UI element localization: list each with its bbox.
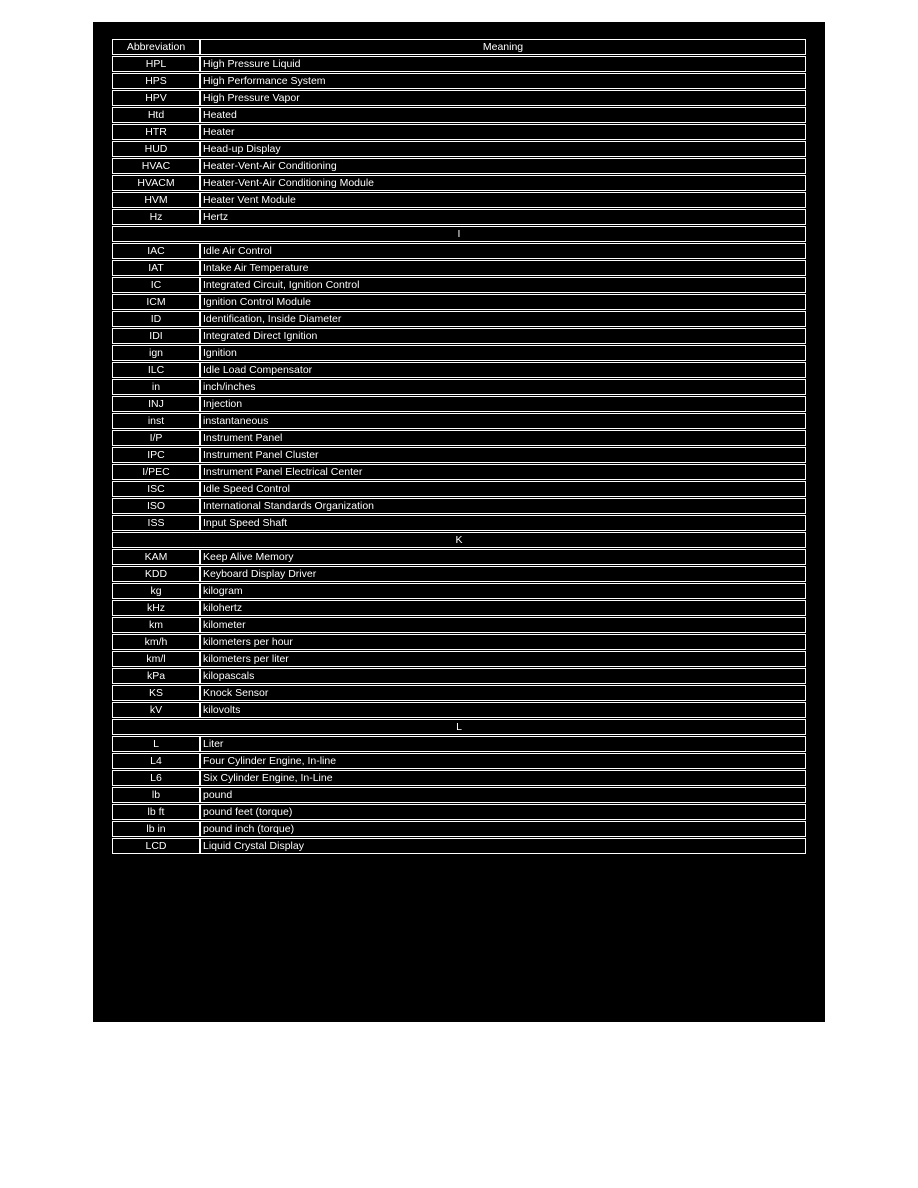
cell-abbreviation: HPS <box>112 73 200 89</box>
cell-meaning: High Pressure Vapor <box>200 90 806 106</box>
table-row <box>112 294 806 310</box>
table-row <box>112 651 806 667</box>
cell-abbreviation: kg <box>112 583 200 599</box>
table-row <box>112 566 806 582</box>
table-row <box>112 345 806 361</box>
cell-abbreviation: L4 <box>112 753 200 769</box>
cell-meaning: High Pressure Liquid <box>200 56 806 72</box>
cell-abbreviation: lb ft <box>112 804 200 820</box>
cell-meaning: kilovolts <box>200 702 806 718</box>
table-row <box>112 175 806 191</box>
table-row <box>112 158 806 174</box>
table-row <box>112 600 806 616</box>
cell-meaning: Heater Vent Module <box>200 192 806 208</box>
cell-meaning: pound <box>200 787 806 803</box>
table-row <box>112 141 806 157</box>
cell-abbreviation: KDD <box>112 566 200 582</box>
abbreviation-table-sheet <box>93 22 825 1022</box>
cell-abbreviation: IPC <box>112 447 200 463</box>
table-row <box>112 668 806 684</box>
table-row <box>112 192 806 208</box>
cell-meaning: Hertz <box>200 209 806 225</box>
cell-meaning: instantaneous <box>200 413 806 429</box>
section-letter: K <box>112 532 806 548</box>
cell-abbreviation: lb <box>112 787 200 803</box>
table-row <box>112 90 806 106</box>
cell-abbreviation: HPL <box>112 56 200 72</box>
cell-abbreviation: I/P <box>112 430 200 446</box>
cell-meaning: Idle Load Compensator <box>200 362 806 378</box>
table-row <box>112 447 806 463</box>
cell-abbreviation: HVACM <box>112 175 200 191</box>
cell-abbreviation: L <box>112 736 200 752</box>
cell-abbreviation: ISC <box>112 481 200 497</box>
cell-meaning: Heater-Vent-Air Conditioning <box>200 158 806 174</box>
cell-meaning: inch/inches <box>200 379 806 395</box>
cell-abbreviation: km <box>112 617 200 633</box>
column-header-meaning: Meaning <box>200 39 806 55</box>
table-row <box>112 498 806 514</box>
cell-abbreviation: kV <box>112 702 200 718</box>
cell-meaning: kilohertz <box>200 600 806 616</box>
cell-abbreviation: HVM <box>112 192 200 208</box>
cell-abbreviation: IC <box>112 277 200 293</box>
cell-abbreviation: IAT <box>112 260 200 276</box>
cell-meaning: Four Cylinder Engine, In-line <box>200 753 806 769</box>
cell-meaning: kilometers per liter <box>200 651 806 667</box>
column-header-abbreviation: Abbreviation <box>112 39 200 55</box>
table-row <box>112 481 806 497</box>
table-row <box>112 362 806 378</box>
cell-meaning: kilometers per hour <box>200 634 806 650</box>
table-row <box>112 583 806 599</box>
cell-meaning: pound inch (torque) <box>200 821 806 837</box>
table-row <box>112 379 806 395</box>
table-section-row <box>112 719 806 735</box>
table-row <box>112 515 806 531</box>
cell-meaning: Instrument Panel <box>200 430 806 446</box>
cell-meaning: Knock Sensor <box>200 685 806 701</box>
cell-abbreviation: KAM <box>112 549 200 565</box>
cell-abbreviation: Hz <box>112 209 200 225</box>
table-row <box>112 617 806 633</box>
cell-abbreviation: ISS <box>112 515 200 531</box>
table-row <box>112 107 806 123</box>
cell-abbreviation: HVAC <box>112 158 200 174</box>
cell-abbreviation: km/h <box>112 634 200 650</box>
table-row <box>112 702 806 718</box>
table-row <box>112 56 806 72</box>
table-row <box>112 430 806 446</box>
table-row <box>112 787 806 803</box>
cell-abbreviation: INJ <box>112 396 200 412</box>
cell-abbreviation: L6 <box>112 770 200 786</box>
abbreviation-table <box>112 38 806 855</box>
table-row <box>112 770 806 786</box>
cell-abbreviation: kPa <box>112 668 200 684</box>
cell-abbreviation: lb in <box>112 821 200 837</box>
table-row <box>112 736 806 752</box>
table-section-row <box>112 532 806 548</box>
cell-abbreviation: ILC <box>112 362 200 378</box>
table-row <box>112 243 806 259</box>
table-row <box>112 209 806 225</box>
table-header <box>112 39 806 55</box>
cell-meaning: Six Cylinder Engine, In-Line <box>200 770 806 786</box>
table-row <box>112 328 806 344</box>
cell-meaning: kilopascals <box>200 668 806 684</box>
cell-meaning: Integrated Circuit, Ignition Control <box>200 277 806 293</box>
cell-abbreviation: IAC <box>112 243 200 259</box>
cell-abbreviation: Htd <box>112 107 200 123</box>
cell-meaning: Heater-Vent-Air Conditioning Module <box>200 175 806 191</box>
cell-abbreviation: KS <box>112 685 200 701</box>
cell-abbreviation: ICM <box>112 294 200 310</box>
table-row <box>112 124 806 140</box>
cell-meaning: Keep Alive Memory <box>200 549 806 565</box>
cell-meaning: Idle Speed Control <box>200 481 806 497</box>
cell-abbreviation: ID <box>112 311 200 327</box>
section-letter: L <box>112 719 806 735</box>
table-row <box>112 464 806 480</box>
cell-abbreviation: I/PEC <box>112 464 200 480</box>
table-row <box>112 396 806 412</box>
cell-abbreviation: HUD <box>112 141 200 157</box>
cell-abbreviation: ign <box>112 345 200 361</box>
cell-abbreviation: LCD <box>112 838 200 854</box>
cell-meaning: Head-up Display <box>200 141 806 157</box>
table-row <box>112 277 806 293</box>
cell-meaning: Idle Air Control <box>200 243 806 259</box>
table-row <box>112 413 806 429</box>
cell-meaning: Liter <box>200 736 806 752</box>
table-row <box>112 634 806 650</box>
section-letter: I <box>112 226 806 242</box>
table-row <box>112 260 806 276</box>
cell-meaning: Identification, Inside Diameter <box>200 311 806 327</box>
cell-abbreviation: ISO <box>112 498 200 514</box>
table-row <box>112 838 806 854</box>
table-row <box>112 311 806 327</box>
cell-meaning: Keyboard Display Driver <box>200 566 806 582</box>
table-row <box>112 549 806 565</box>
cell-meaning: Input Speed Shaft <box>200 515 806 531</box>
table-header-row <box>112 39 806 55</box>
cell-meaning: Ignition Control Module <box>200 294 806 310</box>
cell-abbreviation: HPV <box>112 90 200 106</box>
cell-meaning: Intake Air Temperature <box>200 260 806 276</box>
cell-abbreviation: HTR <box>112 124 200 140</box>
cell-meaning: kilogram <box>200 583 806 599</box>
cell-meaning: Liquid Crystal Display <box>200 838 806 854</box>
cell-meaning: Instrument Panel Cluster <box>200 447 806 463</box>
cell-meaning: Injection <box>200 396 806 412</box>
table-row <box>112 821 806 837</box>
cell-meaning: Instrument Panel Electrical Center <box>200 464 806 480</box>
cell-abbreviation: IDI <box>112 328 200 344</box>
cell-meaning: Heater <box>200 124 806 140</box>
cell-meaning: Integrated Direct Ignition <box>200 328 806 344</box>
cell-abbreviation: km/l <box>112 651 200 667</box>
cell-meaning: High Performance System <box>200 73 806 89</box>
cell-meaning: pound feet (torque) <box>200 804 806 820</box>
cell-meaning: Heated <box>200 107 806 123</box>
table-body <box>112 56 806 854</box>
cell-abbreviation: inst <box>112 413 200 429</box>
table-row <box>112 753 806 769</box>
cell-meaning: International Standards Organization <box>200 498 806 514</box>
cell-abbreviation: in <box>112 379 200 395</box>
cell-abbreviation: kHz <box>112 600 200 616</box>
table-row <box>112 804 806 820</box>
table-row <box>112 73 806 89</box>
cell-meaning: kilometer <box>200 617 806 633</box>
table-section-row <box>112 226 806 242</box>
cell-meaning: Ignition <box>200 345 806 361</box>
table-row <box>112 685 806 701</box>
